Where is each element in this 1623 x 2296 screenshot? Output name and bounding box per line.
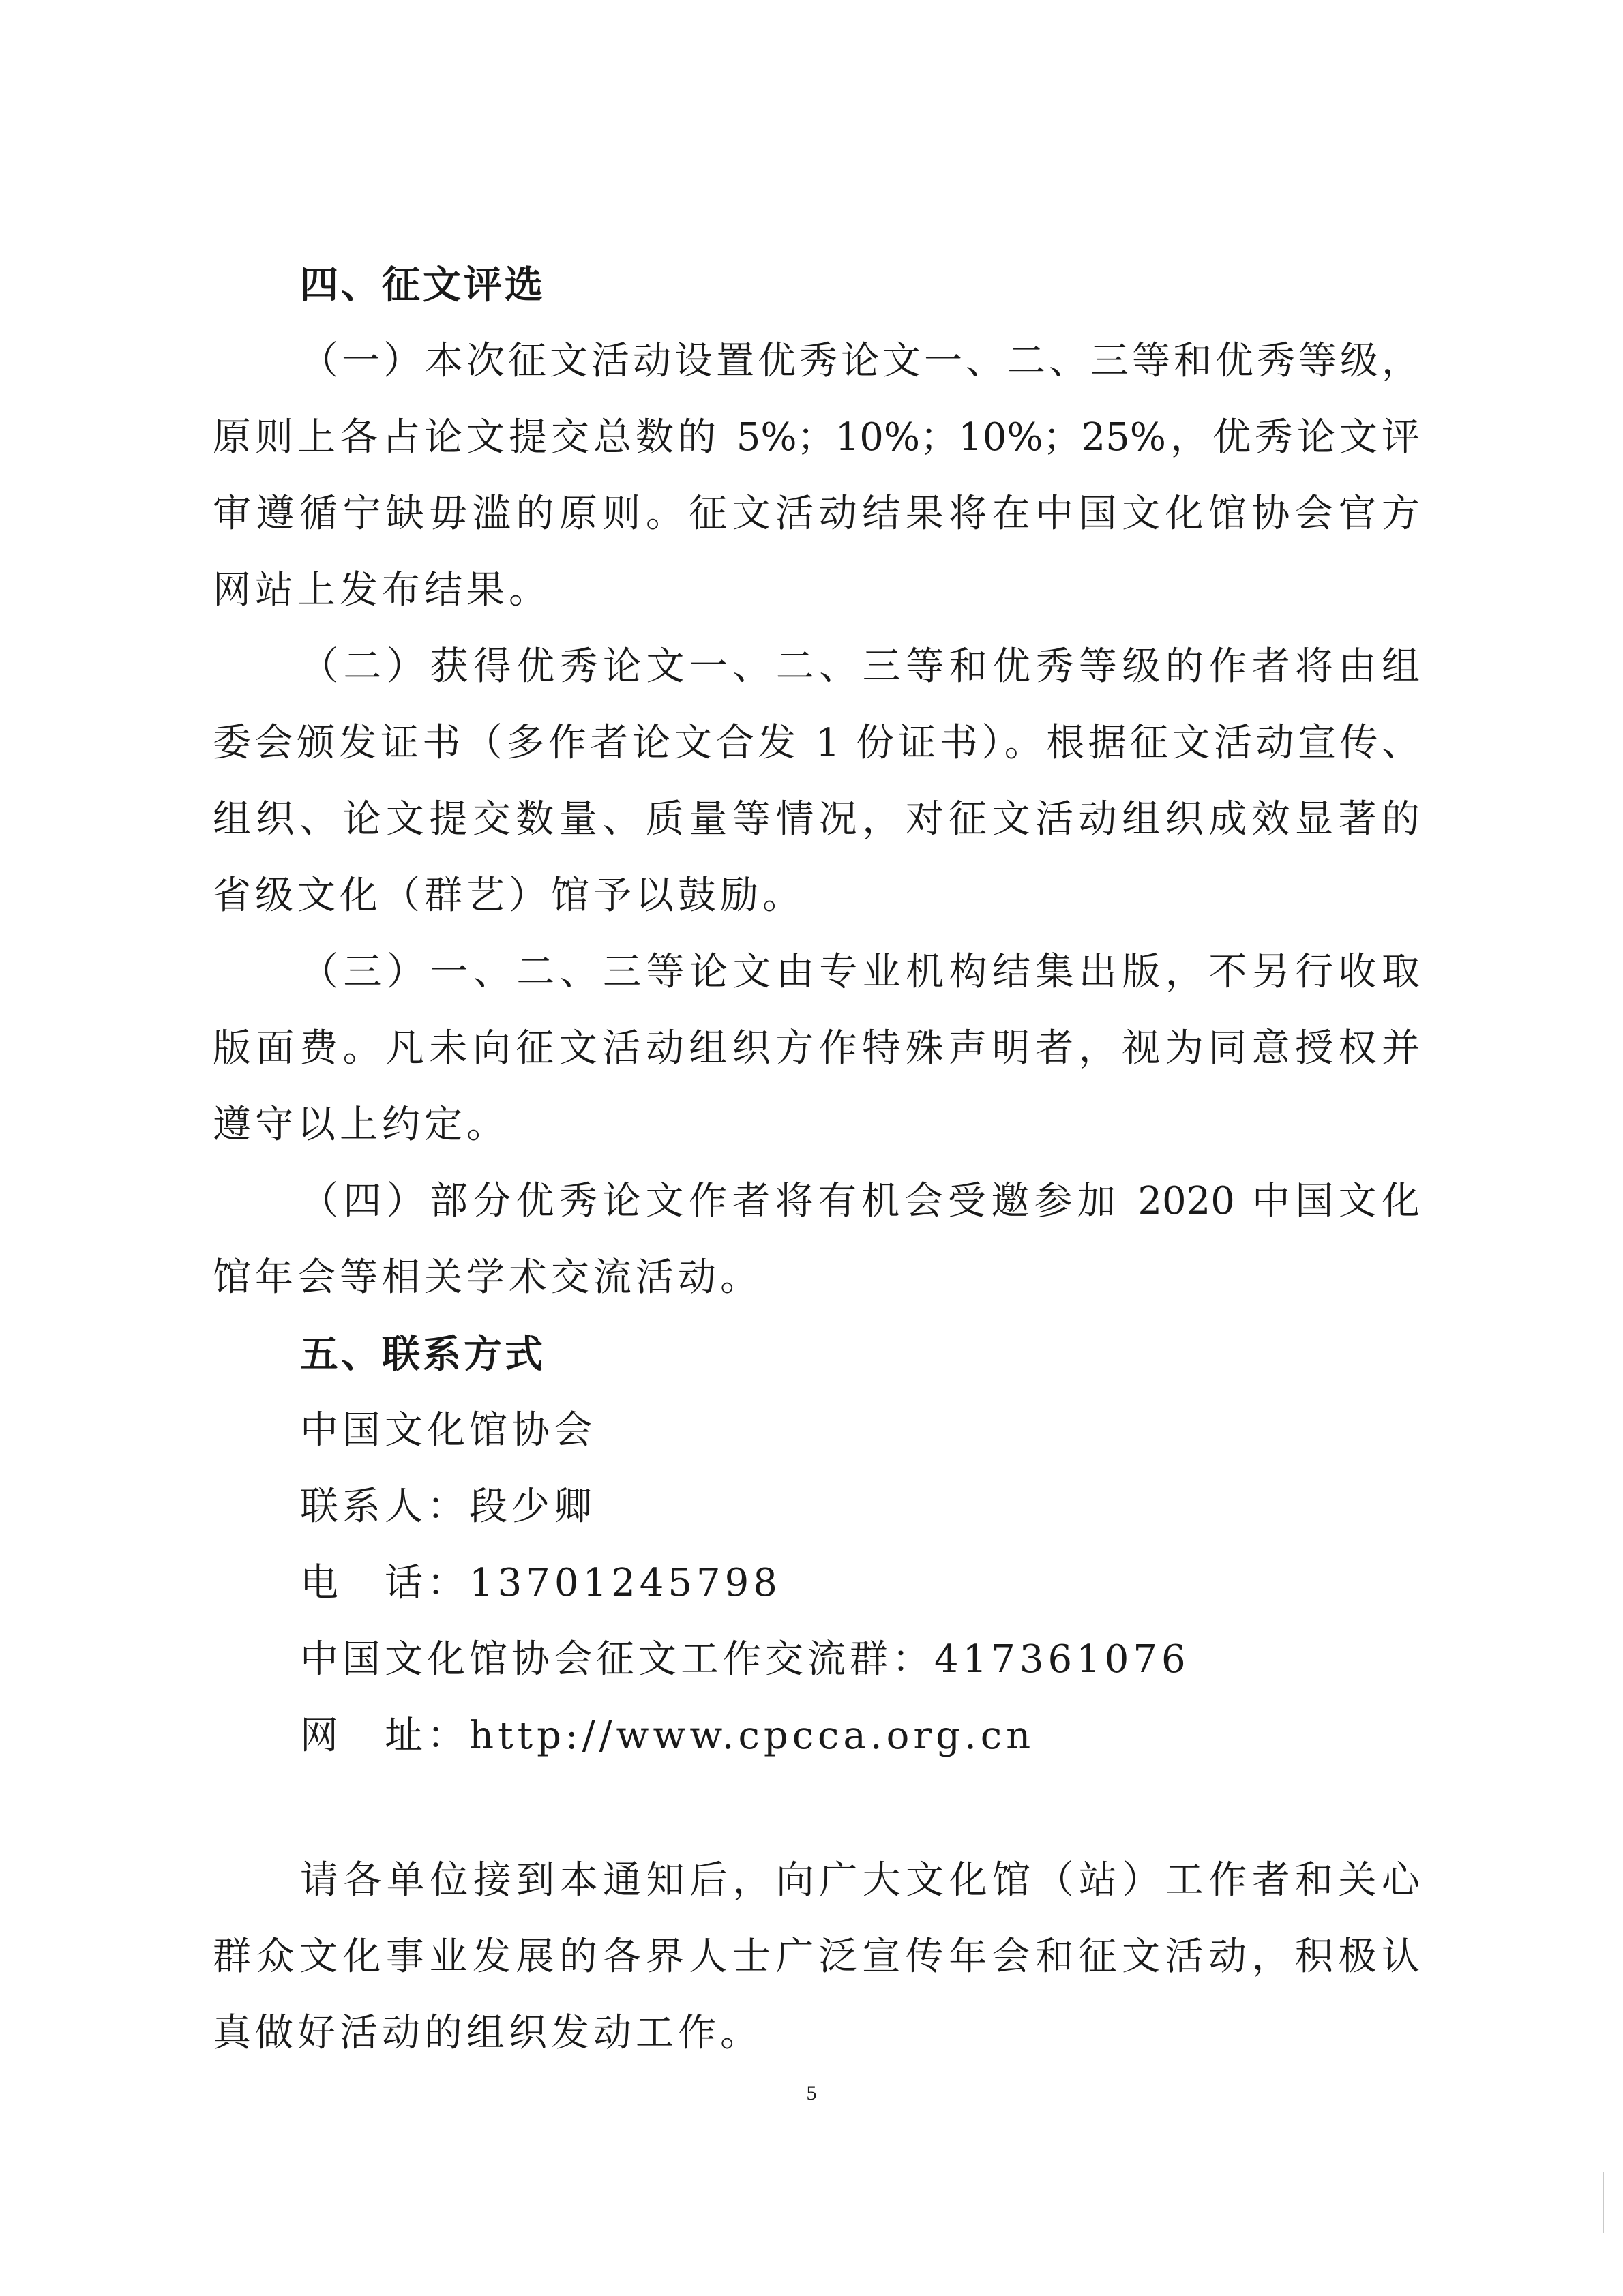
paragraph-line: （二）获得优秀论文一、二、三等和优秀等级的作者将由组 [300, 644, 1420, 689]
paragraph-line: 原则上各占论文提交总数的 5%；10%；10%；25%，优秀论文评 [213, 415, 1420, 460]
contact-chat-group: 中国文化馆协会征文工作交流群：417361076 [300, 1637, 1190, 1682]
contact-person: 联系人：段少卿 [300, 1485, 596, 1529]
paragraph-line: （三）一、二、三等论文由专业机构结集出版，不另行收取 [300, 950, 1420, 994]
paragraph-line: 遵守以上约定。 [213, 1103, 509, 1147]
paragraph-line: （四）部分优秀论文作者将有机会受邀参加 2020 中国文化 [300, 1179, 1420, 1223]
paragraph-line: 网站上发布结果。 [213, 568, 551, 612]
paragraph-line: 馆年会等相关学术交流活动。 [213, 1255, 762, 1300]
closing-line: 真做好活动的组织发动工作。 [213, 2011, 762, 2055]
closing-line: 群众文化事业发展的各界人士广泛宣传年会和征文活动，积极认 [213, 1935, 1420, 1979]
paragraph-line: 版面费。凡未向征文活动组织方作特殊声明者，视为同意授权并 [213, 1026, 1420, 1071]
paragraph-line: 审遵循宁缺毋滥的原则。征文活动结果将在中国文化馆协会官方 [213, 492, 1420, 536]
paragraph-line: （一）本次征文活动设置优秀论文一、二、三等和优秀等级， [300, 339, 1420, 383]
scan-edge-mark [1603, 2172, 1604, 2233]
closing-line: 请各单位接到本通知后，向广大文化馆（站）工作者和关心 [300, 1858, 1420, 1903]
section-heading-contact: 五、联系方式 [300, 1332, 546, 1377]
contact-organization: 中国文化馆协会 [300, 1408, 596, 1452]
section-heading-evaluation: 四、征文评选 [300, 263, 546, 308]
contact-website: 网 址：http://www.cpcca.org.cn [300, 1714, 1035, 1758]
paragraph-line: 组织、论文提交数量、质量等情况，对征文活动组织成效显著的 [213, 797, 1420, 841]
paragraph-line: 委会颁发证书（多作者论文合发 1 份证书）。根据征文活动宣传、 [213, 721, 1420, 765]
page-number: 5 [806, 2082, 817, 2104]
paragraph-line: 省级文化（群艺）馆予以鼓励。 [213, 874, 805, 918]
contact-phone: 电 话：13701245798 [300, 1561, 781, 1605]
